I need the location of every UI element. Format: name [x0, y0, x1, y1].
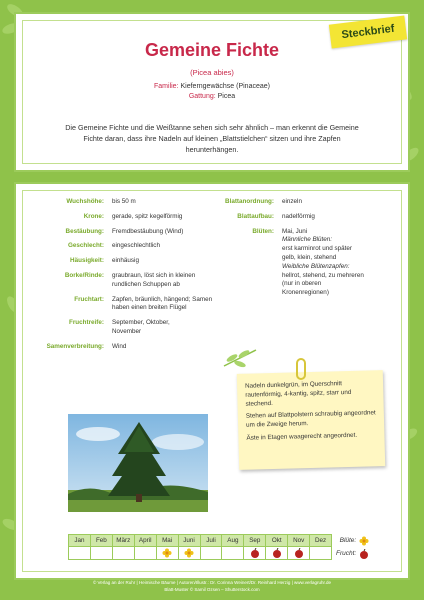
flower-icon — [162, 548, 172, 558]
month-label: Nov — [288, 535, 309, 547]
calendar-month — [179, 535, 201, 559]
month-calendar — [68, 534, 332, 560]
bluete-details — [282, 228, 366, 298]
male-text: erst karminrot und später gelb, klein, stehend — [282, 245, 352, 261]
fact-row — [36, 296, 220, 314]
calendar-month — [69, 535, 91, 559]
fact-value: einhäusig — [112, 257, 139, 265]
female-heading: Weibliche Blütenzapfen: — [282, 262, 350, 270]
fact-label: Bestäubung: — [65, 227, 104, 235]
footer-line: Blatt-Muster © Samil Ozsen – Shutterstock.com — [164, 586, 260, 592]
fact-row — [36, 213, 220, 222]
calendar-month — [288, 535, 310, 559]
fact-label: Fruchtart: — [74, 295, 104, 303]
latin-name: (Picea abies) — [190, 68, 234, 77]
calendar-month — [135, 535, 157, 559]
fact-value: gerade, spitz kegelförmig — [112, 212, 183, 220]
month-marker — [244, 547, 265, 559]
month-label: März — [113, 535, 134, 547]
month-label: Dez — [310, 535, 331, 547]
fact-row — [36, 319, 220, 337]
fact-value: einzeln — [282, 198, 302, 205]
fruit-icon — [359, 549, 369, 559]
fact-row — [224, 198, 374, 207]
family-value: Kieferngewächse (Pinaceae) — [180, 83, 270, 90]
footer — [0, 580, 424, 593]
fact-row — [36, 257, 220, 266]
twig-icon — [222, 346, 258, 370]
facts-left — [36, 198, 220, 358]
month-label: Aug — [222, 535, 243, 547]
month-marker — [179, 547, 200, 559]
fact-row — [36, 272, 220, 290]
page-title: Gemeine Fichte — [144, 40, 280, 60]
legend-fruit-label: Frucht: — [336, 550, 357, 557]
genus-value: Picea — [217, 93, 236, 100]
calendar-month — [310, 535, 331, 559]
flower-icon — [184, 548, 194, 558]
calendar-month — [157, 535, 179, 559]
steckbrief-badge: Steckbrief — [329, 15, 407, 48]
family-label: Familie: — [154, 83, 179, 90]
fact-label: Blattanordnung: — [225, 198, 274, 205]
month-marker — [157, 547, 178, 559]
footer-line: © Verlag an der Ruhr | Heimische Bäume | Autoren/Illustr.: Dr. Corinna Weinert/Dr. Reinhard Herzig | www.verlagruhr.de — [92, 580, 332, 585]
fruit-icon — [250, 548, 260, 558]
female-text: hellrot, stehend, zu mehreren (nur in oberen Kronenregionen) — [282, 271, 364, 297]
calendar-month — [244, 535, 266, 559]
fact-value: Wind — [112, 342, 127, 350]
legend-bloom-label: Blüte: — [339, 537, 357, 544]
flower-icon — [359, 536, 369, 546]
month-marker — [135, 547, 156, 559]
fact-value: Zapfen, bräunlich, hängend; Samen haben einen breiten Flügel — [112, 295, 213, 312]
month-marker — [222, 547, 243, 559]
facts-right — [224, 198, 374, 304]
month-marker — [201, 547, 222, 559]
bluete-time: Mai, Juni — [282, 227, 308, 235]
spruce-photo — [68, 414, 208, 512]
month-label: April — [135, 535, 156, 547]
month-label: Jan — [69, 535, 90, 547]
month-label: Feb — [91, 535, 112, 547]
month-label: Okt — [266, 535, 287, 547]
fact-label: Blüten: — [252, 227, 274, 235]
fact-label: Wuchshöhe: — [66, 198, 104, 205]
fact-row — [36, 343, 220, 352]
month-label: Juli — [201, 535, 222, 547]
note-line: Stehen auf Blattpolstern schraubig angeordnet um die Zweige herum. — [245, 409, 376, 429]
fact-value: Fremdbestäubung (Wind) — [112, 227, 184, 235]
fruit-icon — [294, 548, 304, 558]
legend-bloom — [336, 534, 369, 547]
month-label: Mai — [157, 535, 178, 547]
fact-value: eingeschlechtlich — [112, 242, 160, 250]
note-line: Nadeln dunkelgrün, im Querschnitt rautenförmig, 4-kantig, spitz, starr und stechend. — [245, 380, 352, 408]
fruit-icon — [272, 548, 282, 558]
needle-note — [237, 370, 385, 470]
fact-label: Krone: — [83, 212, 104, 220]
month-marker — [266, 547, 287, 559]
fact-value: bis 50 m — [112, 198, 136, 205]
calendar-month — [222, 535, 244, 559]
calendar-month — [91, 535, 113, 559]
month-marker — [288, 547, 309, 559]
month-marker — [91, 547, 112, 559]
fact-label: Samenverbreitung: — [46, 342, 104, 350]
intro-text: Die Gemeine Fichte und die Weißtanne sehen sich sehr ähnlich – man erkennt die Gemeine Fichte daran, dass ihre Nadeln auf kleinen „Blattstielchen“ sitzen und ihre Zapfen herunterhängen. — [65, 123, 359, 154]
calendar-month — [113, 535, 135, 559]
month-label: Juni — [179, 535, 200, 547]
month-label: Sep — [244, 535, 265, 547]
note-line: Äste in Etagen waagerecht angeordnet. — [246, 431, 358, 442]
male-heading: Männliche Blüten: — [282, 236, 333, 244]
fact-label: Häusigkeit: — [70, 257, 104, 265]
genus-label: Gattung: — [188, 93, 216, 100]
fact-row — [224, 228, 374, 298]
calendar-month — [266, 535, 288, 559]
fact-row — [36, 228, 220, 237]
legend-fruit — [336, 547, 369, 560]
fact-label: Borke/Rinde: — [64, 271, 104, 279]
calendar-legend — [336, 534, 369, 560]
fact-row — [36, 242, 220, 251]
fact-label: Geschlecht: — [67, 242, 104, 250]
fact-row — [224, 213, 374, 222]
month-marker — [113, 547, 134, 559]
fact-label: Blattaufbau: — [237, 212, 274, 220]
calendar-month — [201, 535, 223, 559]
taxonomy — [0, 82, 424, 102]
month-marker — [69, 547, 90, 559]
fact-label: Fruchtreife: — [69, 319, 104, 327]
fact-value: graubraun, löst sich in kleinen rundlichen Schuppen ab — [112, 271, 196, 288]
fact-value: September, Oktober, November — [112, 319, 170, 335]
fact-value: nadelförmig — [282, 212, 315, 220]
paperclip-icon — [296, 358, 306, 380]
month-marker — [310, 547, 331, 559]
fact-row — [36, 198, 220, 207]
